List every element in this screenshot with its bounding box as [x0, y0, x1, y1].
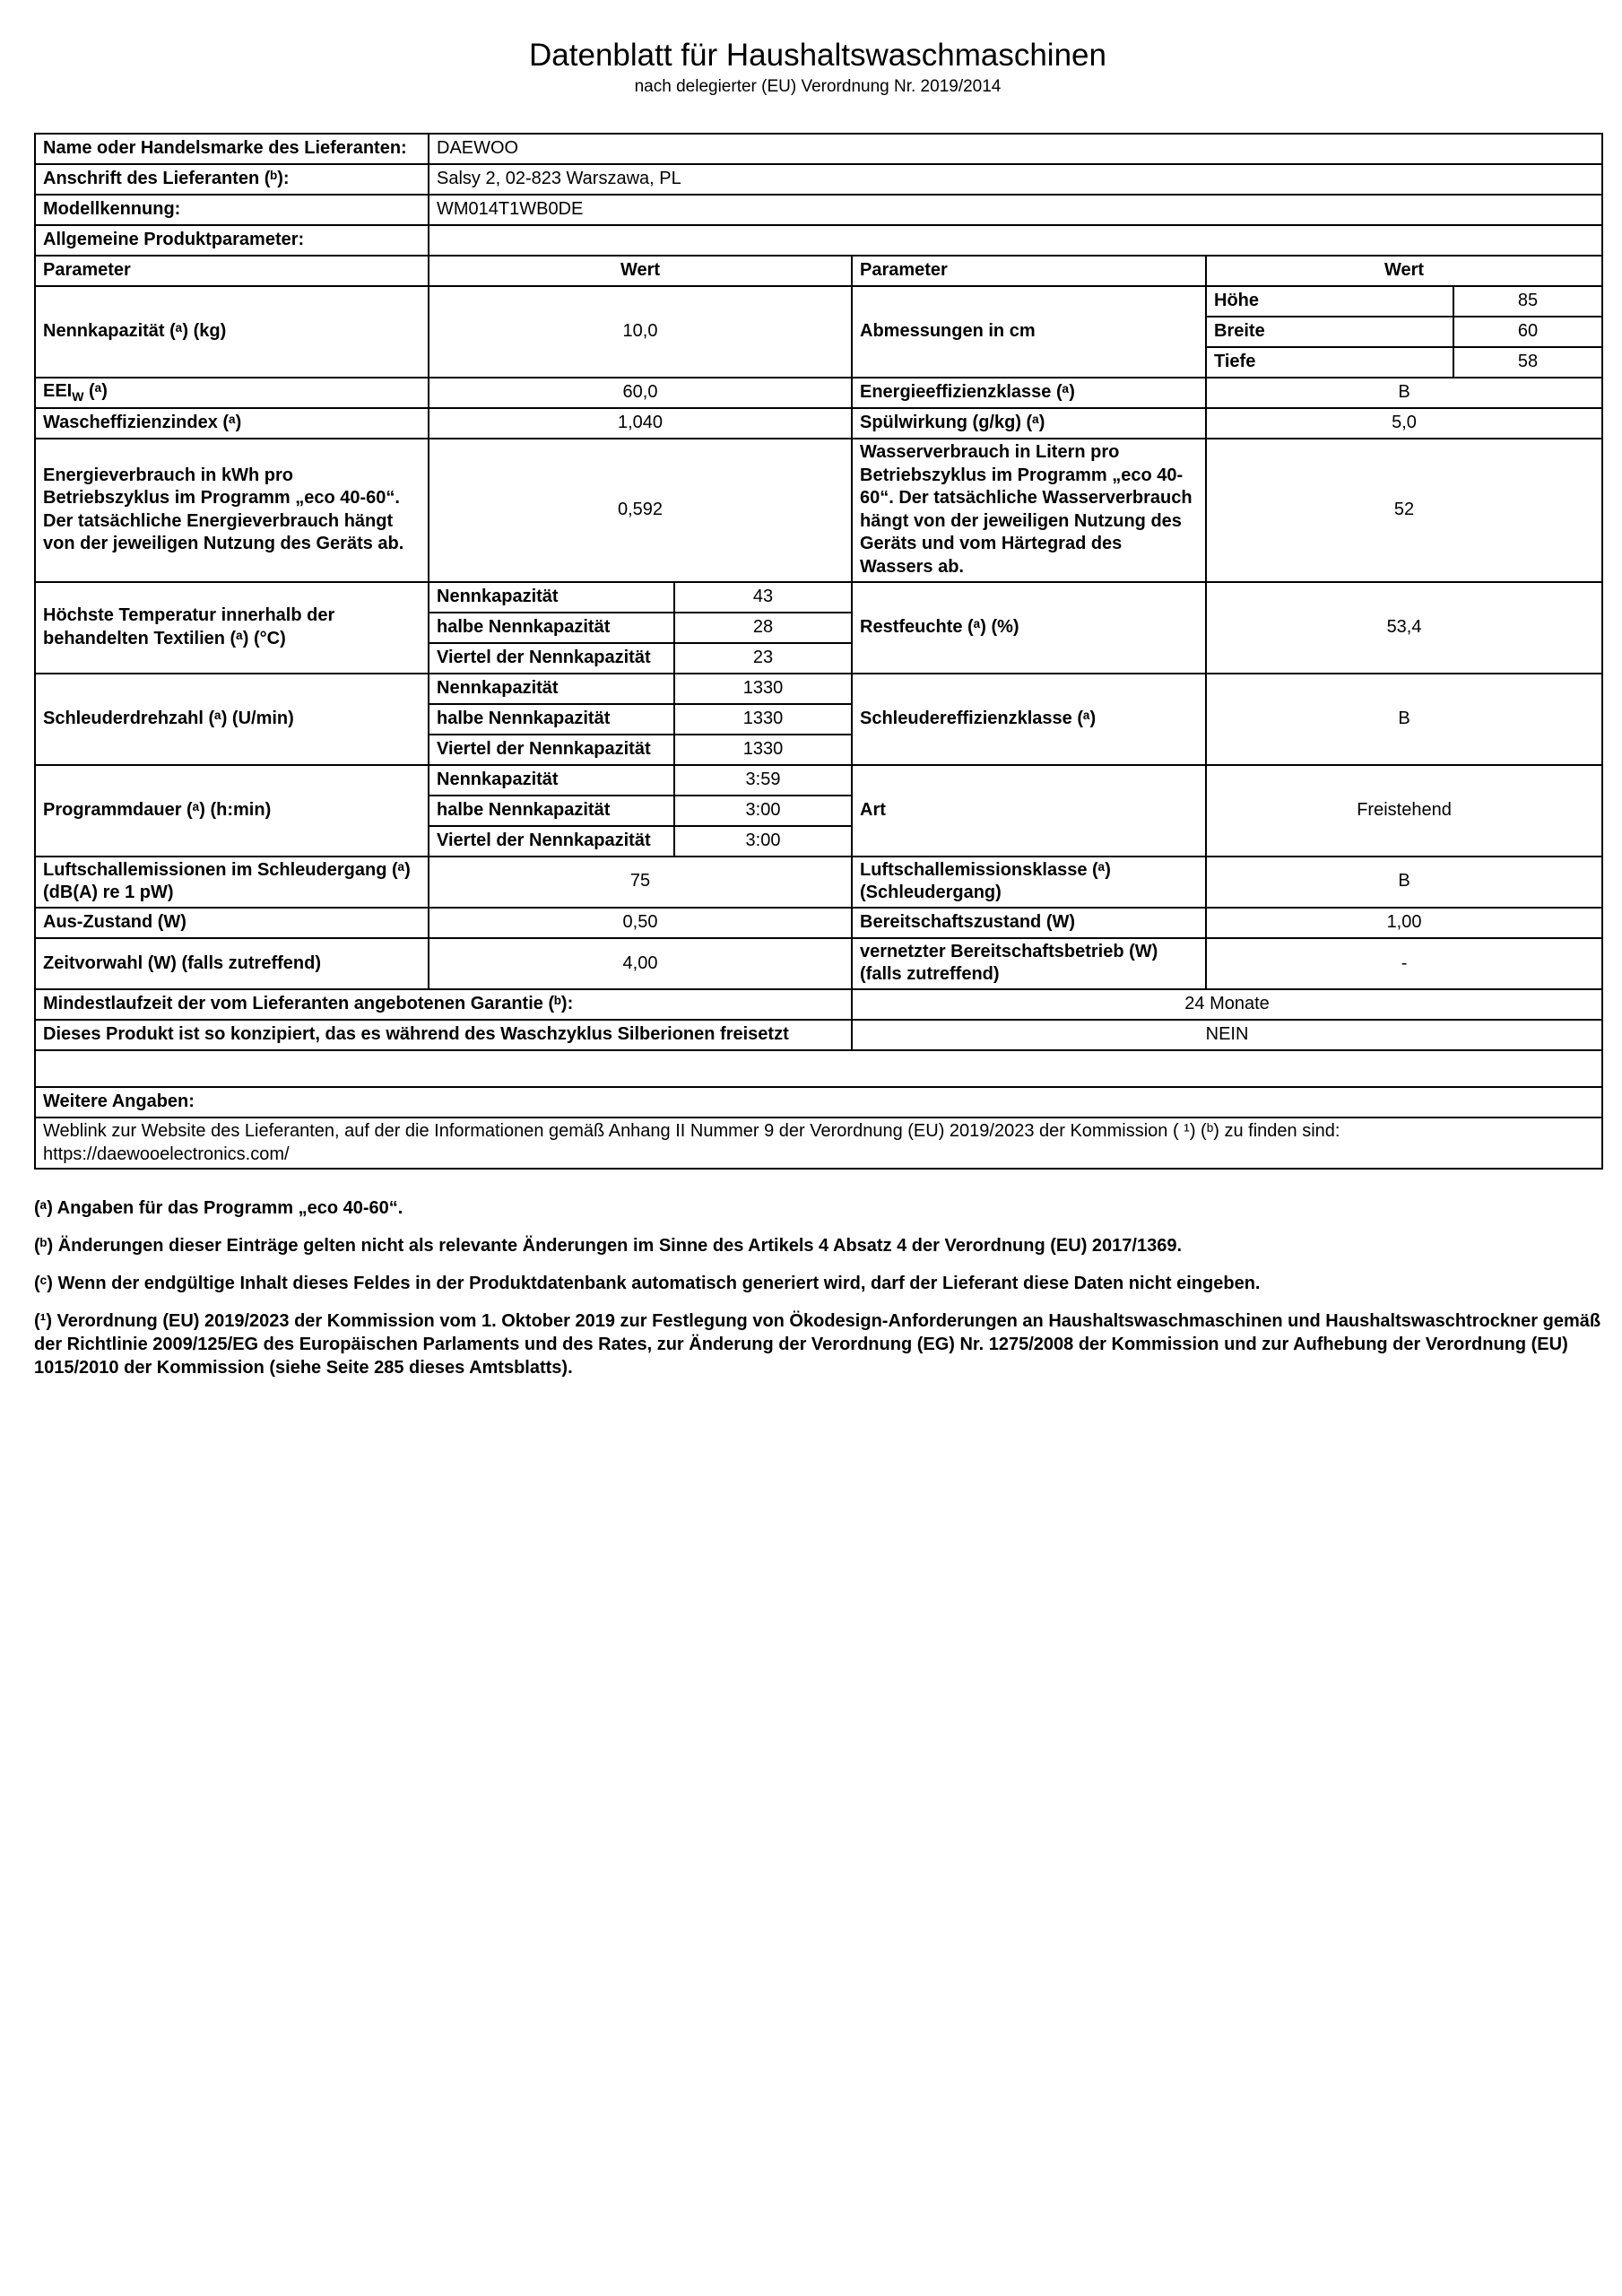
warranty-value: 24 Monate [852, 989, 1602, 1020]
spin-class-label: Schleudereffizienzklasse (ᵃ) [852, 674, 1206, 765]
noise-label: Luftschallemissionen im Schleudergang (ᵃ) (dB(A) re 1 pW) [35, 857, 429, 908]
weblink-cell [35, 1118, 1602, 1169]
eei-label [35, 378, 429, 408]
consumption-row [35, 439, 1602, 582]
general-params-row [35, 225, 1602, 256]
model-id-label: Modellkennung: [35, 195, 429, 225]
footnotes [34, 1196, 1601, 1379]
supplier-address-value: Salsy 2, 02-823 Warszawa, PL [429, 164, 1602, 195]
spin-speed-quarter-value: 1330 [674, 735, 852, 765]
type-label: Art [852, 765, 1206, 857]
max-temp-half-value: 28 [674, 613, 852, 643]
capacity-label: Nennkapazität (ᵃ) (kg) [35, 286, 429, 378]
dimension-tiefe-value: 58 [1453, 347, 1602, 378]
model-row [35, 195, 1602, 225]
offmode-standby-row [35, 908, 1602, 938]
model-id-value: WM014T1WB0DE [429, 195, 1602, 225]
wash-index-value: 1,040 [429, 408, 852, 439]
further-info-row [35, 1087, 1602, 1118]
capacity-dimensions-row [35, 286, 1602, 317]
page-title: Datenblatt für Haushaltswaschmaschinen [529, 38, 1106, 73]
maxtemp-moisture-row [35, 582, 1602, 613]
duration-full-value: 3:59 [674, 765, 852, 796]
off-mode-label: Aus-Zustand (W) [35, 908, 429, 938]
spin-speed-label: Schleuderdrehzahl (ᵃ) (U/min) [35, 674, 429, 765]
max-temp-full-label: Nennkapazität [429, 582, 674, 613]
energy-consumption-value: 0,592 [429, 439, 852, 582]
duration-quarter-value: 3:00 [674, 826, 852, 857]
max-temp-full-value: 43 [674, 582, 852, 613]
supplier-name-value: DAEWOO [429, 134, 1602, 164]
duration-half-label: halbe Nennkapazität [429, 796, 674, 826]
delay-start-label: Zeitvorwahl (W) (falls zutreffend) [35, 938, 429, 989]
off-mode-value: 0,50 [429, 908, 852, 938]
delay-start-value: 4,00 [429, 938, 852, 989]
eei-value: 60,0 [429, 378, 852, 408]
supplier-name-label: Name oder Handelsmarke des Lieferanten: [35, 134, 429, 164]
wert-header-left: Wert [429, 256, 852, 286]
duration-type-row [35, 765, 1602, 796]
eei-label-text: EEI [43, 381, 73, 402]
duration-label: Programmdauer (ᵃ) (h:min) [35, 765, 429, 857]
wert-header-right: Wert [1206, 256, 1602, 286]
footnote-1: (¹) Verordnung (EU) 2019/2023 der Kommission vom 1. Oktober 2019 zur Festlegung von Ökodesign-Anforderungen an Haushaltswaschmaschinen und Haushaltswaschtrockner gemäß der Richtlinie 2009/125/EG des Europäischen Parlaments und des Rates, zur Änderung der Verordnung (EG) Nr. 1275/2008 der Kommission und zur Aufhebung der Verordnung (EU) 1015/2010 der Kommission (siehe Seite 285 dieses Amtsblatts). [34, 1311, 1601, 1378]
spin-class-value: B [1206, 674, 1602, 765]
energy-class-label: Energieeffizienzklasse (ᵃ) [852, 378, 1206, 408]
silver-ions-row [35, 1020, 1602, 1050]
eei-label-footref: (ᵃ) [89, 381, 108, 402]
max-temp-label: Höchste Temperatur innerhalb der behandelten Textilien (ᵃ) (°C) [35, 582, 429, 674]
supplier-address-label: Anschrift des Lieferanten (ᵇ): [35, 164, 429, 195]
dimension-breite-value: 60 [1453, 317, 1602, 347]
param-header-right: Parameter [852, 256, 1206, 286]
column-header-row [35, 256, 1602, 286]
networked-standby-value: - [1206, 938, 1602, 989]
footnote-c: (ᶜ) Wenn der endgültige Inhalt dieses Feldes in der Produktdatenbank automatisch generiert wird, darf der Lieferant diese Daten nicht eingeben. [34, 1274, 1261, 1294]
dimension-hoehe-label: Höhe [1206, 286, 1453, 317]
spinspeed-spinclass-row [35, 674, 1602, 704]
duration-half-value: 3:00 [674, 796, 852, 826]
silver-ions-value: NEIN [852, 1020, 1602, 1050]
spacer-row [35, 1050, 1602, 1087]
residual-moisture-label: Restfeuchte (ᵃ) (%) [852, 582, 1206, 674]
address-row [35, 164, 1602, 195]
spin-speed-quarter-label: Viertel der Nennkapazität [429, 735, 674, 765]
datasheet-table [34, 133, 1603, 1170]
footnote-a: (ᵃ) Angaben für das Programm „eco 40-60“. [34, 1198, 403, 1219]
warranty-label: Mindestlaufzeit der vom Lieferanten angebotenen Garantie (ᵇ): [35, 989, 852, 1020]
further-info-label: Weitere Angaben: [35, 1087, 1602, 1118]
spin-speed-half-label: halbe Nennkapazität [429, 704, 674, 735]
washindex-rinse-row [35, 408, 1602, 439]
water-consumption-value: 52 [1206, 439, 1602, 582]
page-subtitle: nach delegierter (EU) Verordnung Nr. 2019/2014 [634, 77, 1002, 96]
spin-speed-full-value: 1330 [674, 674, 852, 704]
noise-class-value: B [1206, 857, 1602, 908]
weblink-text: Weblink zur Website des Lieferanten, auf der die Informationen gemäß Anhang II Nummer 9 der Verordnung (EU) 2019/2023 der Kommission ( ¹) (ᵇ) zu finden sind: [43, 1120, 1340, 1141]
rinse-label: Spülwirkung (g/kg) (ᵃ) [852, 408, 1206, 439]
capacity-value: 10,0 [429, 286, 852, 378]
dimensions-label: Abmessungen in cm [852, 286, 1206, 378]
type-value: Freistehend [1206, 765, 1602, 857]
eei-label-subscript: W [72, 389, 84, 404]
dimension-tiefe-label: Tiefe [1206, 347, 1453, 378]
param-header-left: Parameter [35, 256, 429, 286]
energy-class-value: B [1206, 378, 1602, 408]
general-params-empty-cell [429, 225, 1602, 256]
max-temp-quarter-value: 23 [674, 643, 852, 674]
max-temp-quarter-label: Viertel der Nennkapazität [429, 643, 674, 674]
standby-value: 1,00 [1206, 908, 1602, 938]
water-consumption-label: Wasserverbrauch in Litern pro Betriebszyklus im Programm „eco 40-60“. Der tatsächliche Wasserverbrauch hängt von der jeweiligen Nutzung des Geräts und vom Härtegrad des Wassers ab. [852, 439, 1206, 582]
delay-networked-row [35, 938, 1602, 989]
dimension-hoehe-value: 85 [1453, 286, 1602, 317]
spacer-cell [35, 1050, 1602, 1087]
noise-value: 75 [429, 857, 852, 908]
duration-full-label: Nennkapazität [429, 765, 674, 796]
dimension-breite-label: Breite [1206, 317, 1453, 347]
standby-label: Bereitschaftszustand (W) [852, 908, 1206, 938]
max-temp-half-label: halbe Nennkapazität [429, 613, 674, 643]
eei-energyclass-row [35, 378, 1602, 408]
energy-consumption-label: Energieverbrauch in kWh pro Betriebszyklus im Programm „eco 40-60“. Der tatsächliche Energieverbrauch hängt von der jeweiligen Nutzung des Geräts ab. [35, 439, 429, 582]
duration-quarter-label: Viertel der Nennkapazität [429, 826, 674, 857]
weblink-url: https://daewooelectronics.com/ [43, 1144, 290, 1164]
supplier-row [35, 134, 1602, 164]
noise-class-label: Luftschallemissionsklasse (ᵃ) (Schleudergang) [852, 857, 1206, 908]
residual-moisture-value: 53,4 [1206, 582, 1602, 674]
networked-standby-label: vernetzter Bereitschaftsbetrieb (W) (falls zutreffend) [852, 938, 1206, 989]
silver-ions-label: Dieses Produkt ist so konzipiert, das es während des Waschzyklus Silberionen freisetzt [35, 1020, 852, 1050]
warranty-row [35, 989, 1602, 1020]
general-params-label: Allgemeine Produktparameter: [35, 225, 429, 256]
noise-row [35, 857, 1602, 908]
spin-speed-half-value: 1330 [674, 704, 852, 735]
wash-index-label: Wascheffizienzindex (ᵃ) [35, 408, 429, 439]
spin-speed-full-label: Nennkapazität [429, 674, 674, 704]
rinse-value: 5,0 [1206, 408, 1602, 439]
footnote-b: (ᵇ) Änderungen dieser Einträge gelten nicht als relevante Änderungen im Sinne des Artikels 4 Absatz 4 der Verordnung (EU) 2017/1369. [34, 1236, 1183, 1257]
weblink-row [35, 1118, 1602, 1169]
